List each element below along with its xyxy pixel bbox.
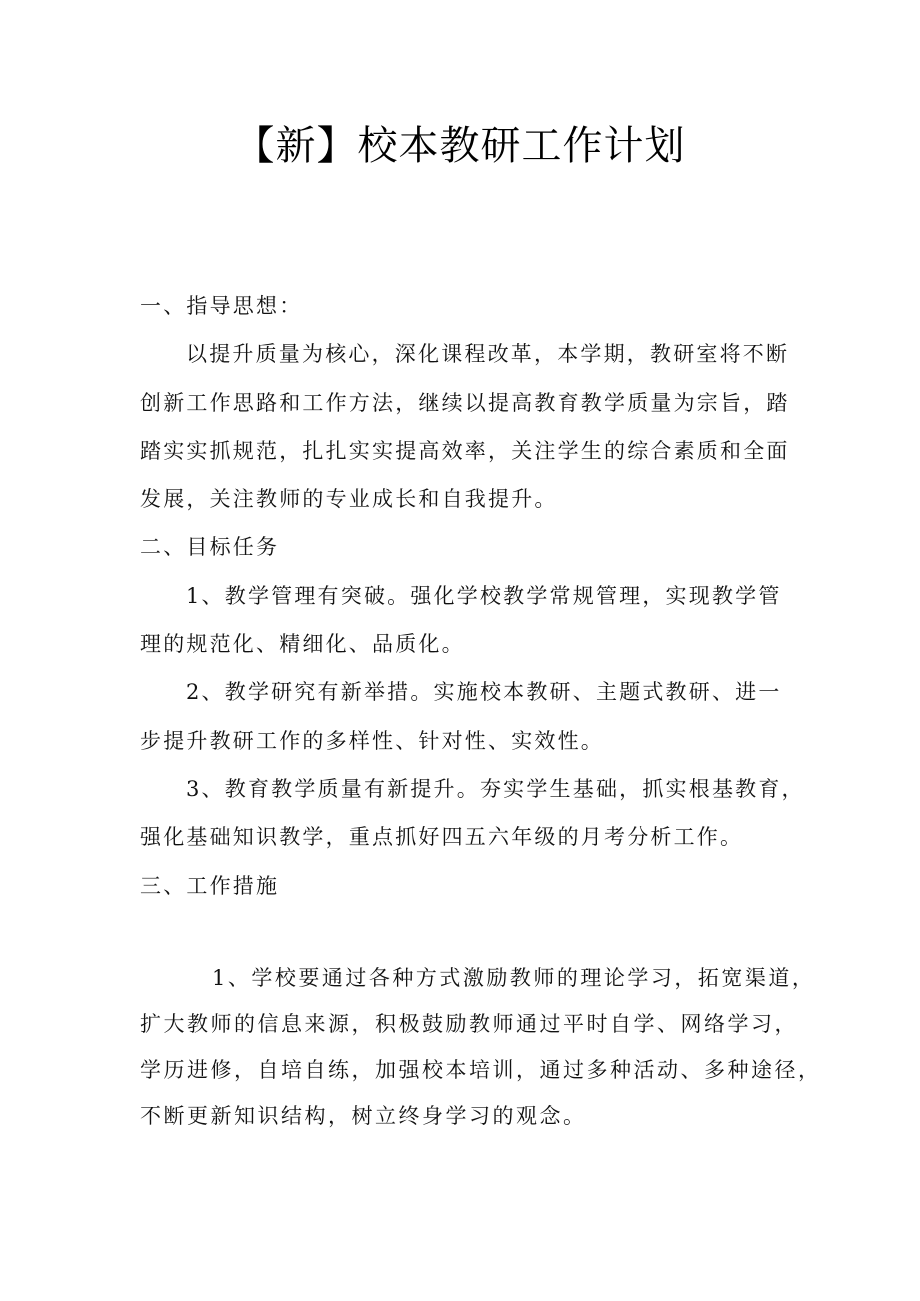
paragraph-line: 创新工作思路和工作方法，继续以提高教育教学质量为宗旨，踏 bbox=[140, 390, 790, 415]
paragraph-goal-2 bbox=[140, 668, 785, 765]
paragraph-line: 理的规范化、精细化、品质化。 bbox=[140, 632, 465, 657]
section-heading-measures: 三、工作措施 bbox=[140, 873, 280, 898]
paragraph-goal-1 bbox=[140, 572, 785, 669]
paragraph-line: 不断更新知识结构，树立终身学习的观念。 bbox=[140, 1104, 587, 1128]
paragraph-goal-3 bbox=[140, 765, 805, 862]
paragraph-line: 3、教育教学质量有新提升。夯实学生基础，抓实根基教育， bbox=[186, 776, 805, 801]
paragraph-line: 1、学校要通过各种方式激励教师的理论学习，拓宽渠道， bbox=[212, 966, 816, 990]
section-heading-goals: 二、目标任务 bbox=[140, 535, 280, 560]
paragraph-line: 学历进修，自培自练，加强校本培训，通过多种活动、多种途径， bbox=[140, 1058, 822, 1082]
paragraph-line: 发展，关注教师的专业成长和自我提升。 bbox=[140, 487, 558, 512]
paragraph-line: 2、教学研究有新举措。实施校本教研、主题式教研、进一 bbox=[186, 680, 782, 705]
paragraph-line: 步提升教研工作的多样性、针对性、实效性。 bbox=[140, 728, 604, 753]
paragraph-line: 扩大教师的信息来源，积极鼓励教师通过平时自学、网络学习， bbox=[140, 1012, 798, 1036]
paragraph-line: 踏实实抓规范，扎扎实实提高效率，关注学生的综合素质和全面 bbox=[140, 438, 790, 463]
paragraph-guiding-ideology bbox=[140, 330, 790, 523]
paragraph-line: 强化基础知识教学，重点抓好四五六年级的月考分析工作。 bbox=[140, 825, 744, 850]
document-body bbox=[140, 282, 805, 910]
section-heading-guiding-ideology: 一、指导思想： bbox=[140, 294, 303, 318]
measures-body bbox=[140, 955, 822, 1139]
paragraph-line: 以提升质量为核心，深化课程改革，本学期，教研室将不断 bbox=[186, 342, 790, 367]
paragraph-measure-1 bbox=[140, 955, 822, 1139]
document-title: 【新】校本教研工作计划 bbox=[234, 123, 686, 169]
paragraph-line: 1、教学管理有突破。强化学校教学常规管理，实现教学管 bbox=[186, 583, 782, 608]
